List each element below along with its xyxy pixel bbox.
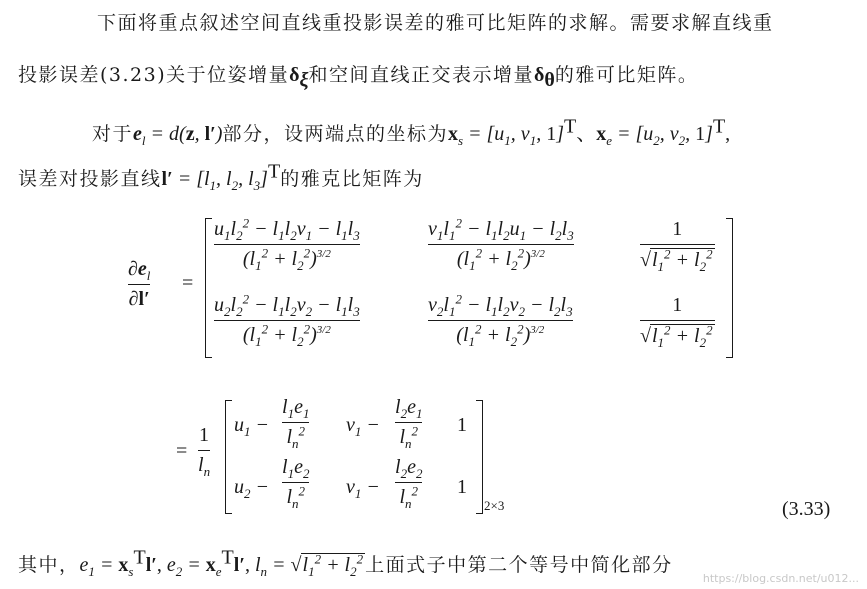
matrix-cell: 1: [457, 414, 467, 436]
paragraph-text: 误差对投影直线: [18, 168, 162, 190]
delta-xi-symbol: $\delta_\xi$: [289, 64, 309, 91]
matrix-cell: $l_2e_1$ $l_n^2$: [395, 396, 423, 451]
paragraph-text: 上面式子中第二个等号中简化部分: [365, 554, 673, 576]
paragraph-text: 部分，设两端点的坐标为: [222, 123, 448, 145]
paragraph-text: 投影误差(3.23)关于位姿增量: [18, 64, 290, 86]
matrix-cell: $v_1$ −: [346, 414, 380, 439]
matrix-cell: $u_2l_2^2 - l_1l_2v_2 - l_1l_3$ $(l_1^2 + l_2^2)^{3/2}$: [214, 291, 360, 349]
lhs-derivative: $\partial e_l$ ∂l′: [128, 258, 151, 310]
watermark: https://blog.csdn.net/u012...: [702, 572, 859, 585]
matrix-bracket-right: [476, 400, 483, 514]
matrix-size-label: 2×3: [484, 498, 505, 513]
paragraph-line: [92, 117, 730, 146]
matrix-cell: $l_1e_2$ $l_n^2$: [282, 456, 310, 511]
matrix-cell: $u_2$ −: [234, 476, 269, 501]
inline-formula: $l' = [l_1$, $l_2$, $l_3]^T$: [161, 160, 281, 193]
delta-theta-symbol: $\delta_\theta$: [534, 64, 555, 91]
matrix-cell: $u_1l_2^2 - l_1l_2v_1 - l_1l_3$ $(l_1^2 + l_2^2)^{3/2}$: [214, 215, 360, 273]
inline-formula: $e_1 = x_s^Tl'$, $e_2 = x_e^Tl'$, $l_n = √l_1^2 + l_2^2$: [79, 546, 364, 579]
scalar-fraction: 1 $l_n$: [198, 424, 211, 479]
paragraph-text: 下面将重点叙述空间直线重投影误差的雅可比矩阵的求解。需要求解直线重: [97, 12, 774, 34]
matrix-cell: $l_1e_1$ $l_n^2$: [282, 396, 310, 451]
matrix-cell: $l_2e_2$ $l_n^2$: [395, 456, 423, 511]
paragraph-text: 的雅克比矩阵为: [280, 168, 424, 190]
paragraph-line: [18, 160, 424, 193]
paragraph-line: [97, 8, 774, 35]
paragraph-line: [18, 546, 673, 579]
equals-sign: =: [176, 440, 188, 462]
inline-formula: $x_s = [u_1$, $v_1$, 1]$^T$、$x_e = [u_2$, $v_2$, 1]$^T$,: [447, 115, 731, 148]
paragraph-text: 对于: [92, 123, 134, 145]
paragraph-text: 的雅可比矩阵。: [554, 64, 699, 86]
matrix-cell: $v_1l_1^2 - l_1l_2u_1 - l_2l_3$ $(l_1^2 + l_2^2)^{3/2}$: [428, 215, 574, 273]
equation-number: (3.33): [782, 498, 831, 520]
matrix-bracket-left: [225, 400, 232, 514]
matrix-cell: 1 $√l_1^2 + l_2^2$: [640, 218, 713, 274]
paragraph-text: 其中，: [18, 554, 80, 576]
matrix-bracket-right: [726, 218, 733, 358]
paragraph-line: [18, 60, 699, 91]
matrix-cell: 1: [457, 476, 467, 498]
matrix-cell: $v_1$ −: [346, 476, 380, 501]
matrix-cell: 1 $√l_1^2 + l_2^2$: [640, 294, 713, 350]
matrix-bracket-left: [205, 218, 212, 358]
inline-formula: $e_l = d(z$, l′): [133, 123, 223, 148]
matrix-cell: $v_2l_1^2 - l_1l_2v_2 - l_2l_3$ $(l_1^2 + l_2^2)^{3/2}$: [428, 291, 573, 349]
equals-sign: =: [182, 272, 194, 294]
matrix-cell: $u_1$ −: [234, 414, 269, 439]
paragraph-text: 和空间直线正交表示增量: [308, 64, 535, 86]
